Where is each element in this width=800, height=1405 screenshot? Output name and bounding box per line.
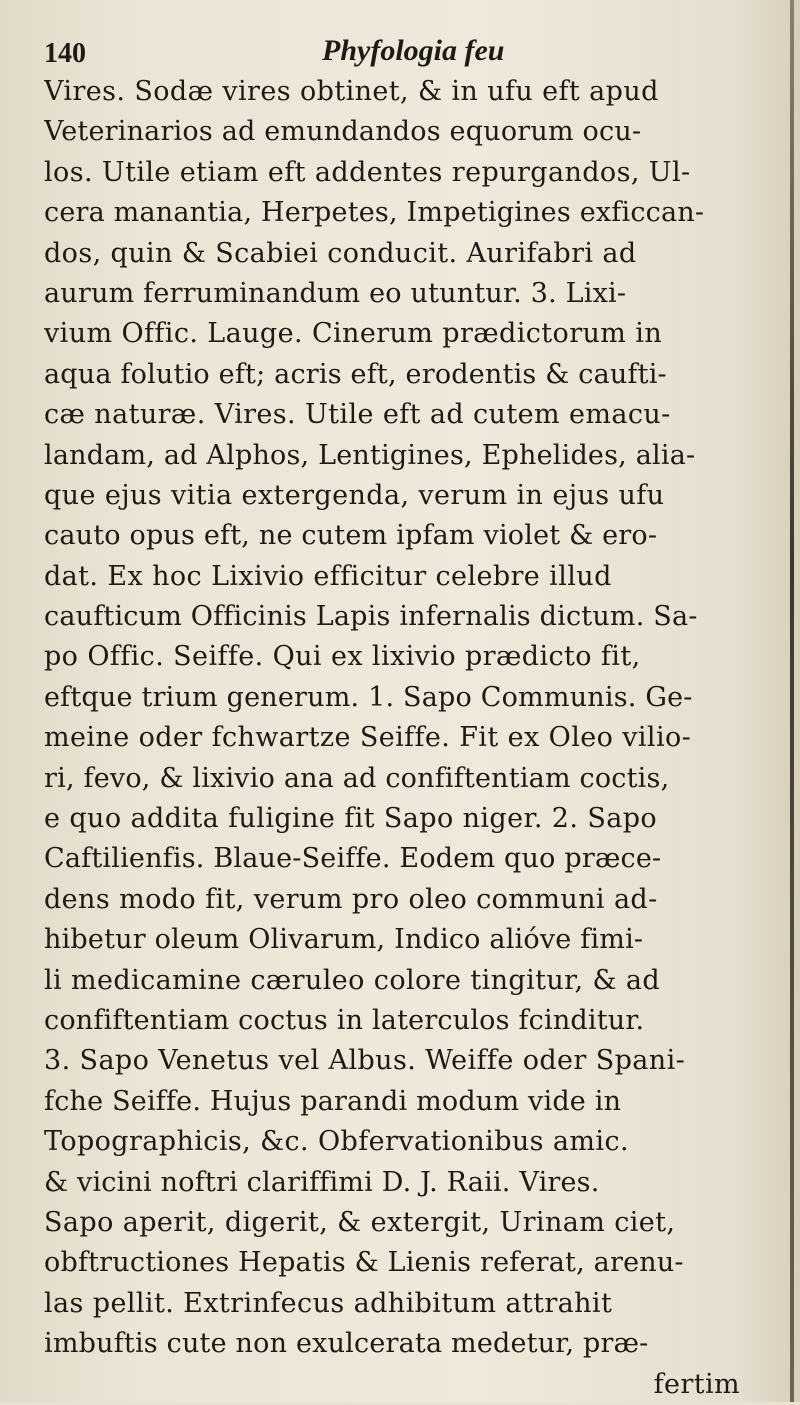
text-line: eftque trium generum. 1. Sapo Communis. Ge- (44, 681, 693, 713)
text-line: 3. Sapo Venetus vel Albus. Weiffe oder Spani- (44, 1045, 686, 1077)
text-line: po Offic. Seiffe. Qui ex lixivio prædicto fit, (44, 641, 641, 673)
text-line: que ejus vitia extergenda, verum in ejus ufu (44, 479, 665, 511)
text-line: li medicamine cæruleo colore tingitur, & ad (44, 964, 661, 996)
body-text (44, 72, 756, 1405)
text-line: confiftentiam coctus in laterculos fcinditur. (44, 1004, 645, 1036)
page-header (44, 34, 744, 74)
text-line catchword: fertim (653, 1368, 740, 1400)
text-line: caufticum Officinis Lapis infernalis dictum. Sa- (44, 601, 698, 633)
text-line: hibetur oleum Olivarum, Indico alióve fimi- (44, 924, 644, 956)
page-edge (790, 0, 794, 1402)
text-line: Veterinarios ad emundandos equorum ocu- (44, 116, 642, 148)
text-line: Topographicis, &c. Obfervationibus amic. (44, 1126, 629, 1158)
text-line: cera manantia, Herpetes, Impetigines exficcan- (44, 197, 705, 229)
text-line: aurum ferruminandum eo utuntur. 3. Lixi- (44, 277, 627, 309)
text-line: las pellit. Extrinfecus adhibitum attrahit (44, 1287, 613, 1319)
text-line: aqua folutio eft; acris eft, erodentis & caufti- (44, 358, 667, 390)
text-line: ri, fevo, & lixivio ana ad confiftentiam coctis, (44, 762, 670, 794)
text-line: imbuftis cute non exulcerata medetur, præ- (44, 1328, 649, 1360)
text-line: fche Seiffe. Hujus parandi modum vide in (44, 1085, 622, 1117)
text-line: los. Utile etiam eft addentes repurgandos, Ul- (44, 156, 691, 188)
text-line: e quo addita fuligine fit Sapo niger. 2. Sapo (44, 803, 658, 835)
page-number: 140 (44, 38, 86, 69)
text-line: vium Offic. Lauge. Cinerum prædictorum in (44, 318, 663, 350)
running-head: Phyfologia feu (322, 34, 505, 67)
text-line: Sapo aperit, digerit, & extergit, Urinam ciet, (44, 1206, 676, 1238)
text-line: dens modo fit, verum pro oleo communi ad- (44, 883, 658, 915)
text-line: Caftilienfis. Blaue-Seiffe. Eodem quo præce- (44, 843, 662, 875)
text-line: landam, ad Alphos, Lentigines, Ephelides, alia- (44, 439, 696, 471)
text-line: cæ naturæ. Vires. Utile eft ad cutem emacu- (44, 399, 671, 431)
text-line: obftructiones Hepatis & Lienis referat, arenu- (44, 1247, 684, 1279)
text-line: Vires. Sodæ vires obtinet, & in ufu eft apud (44, 76, 659, 107)
text-line: & vicini noftri clariffimi D. J. Raii. Vires. (44, 1166, 600, 1198)
text-line: cauto opus eft, ne cutem ipfam violet & ero- (44, 520, 658, 552)
text-line: dos, quin & Scabiei conducit. Aurifabri ad (44, 237, 637, 269)
text-line: dat. Ex hoc Lixivio efficitur celebre illud (44, 560, 612, 592)
text-line: meine oder fchwartze Seiffe. Fit ex Oleo vilio- (44, 722, 692, 754)
